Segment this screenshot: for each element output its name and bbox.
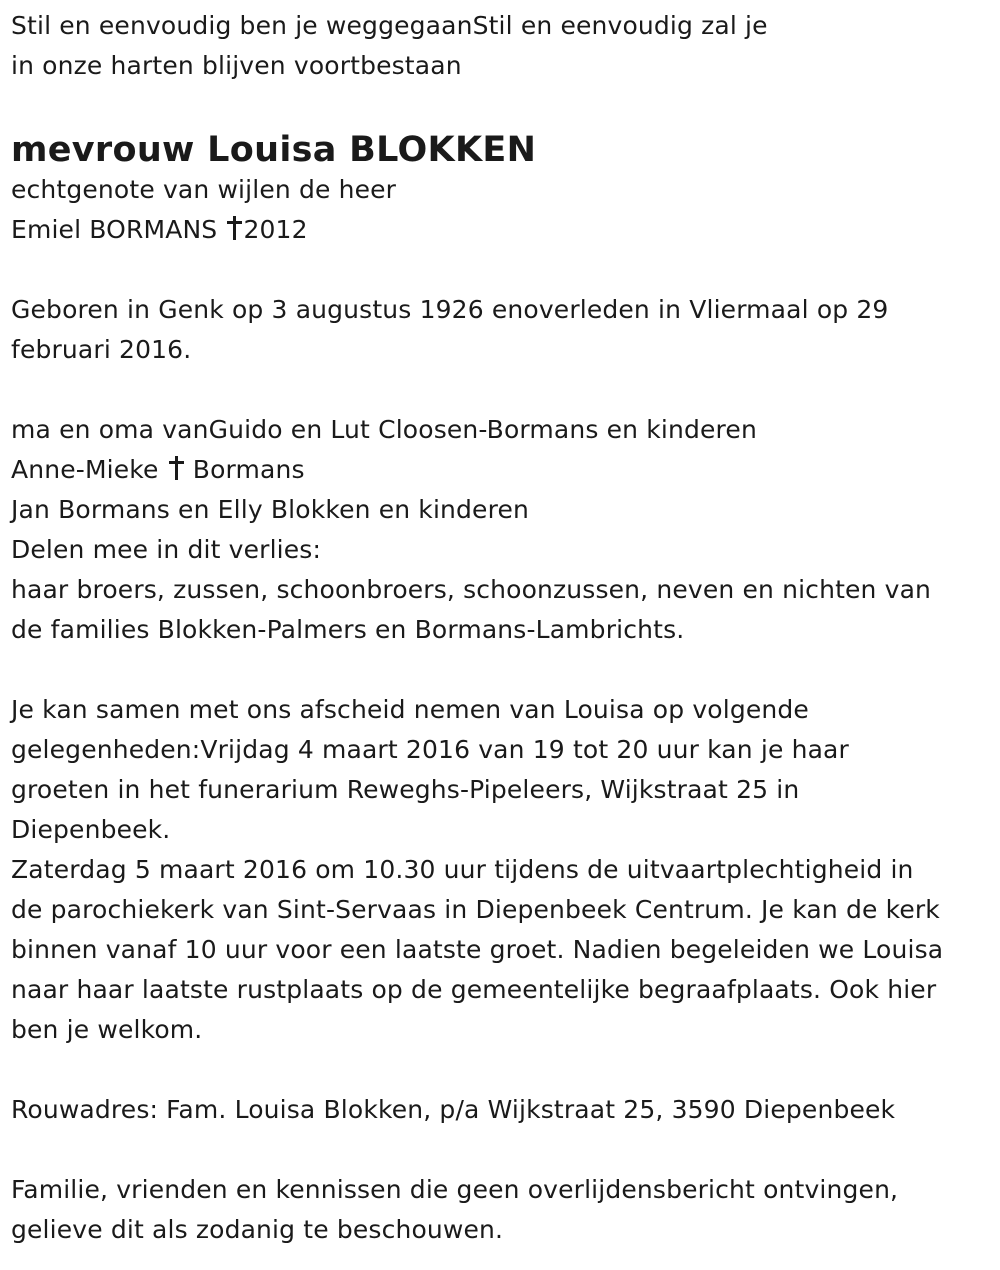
family-anne-last: Bormans (192, 455, 305, 484)
spacer (11, 1130, 991, 1170)
farewell-line-5: Zaterdag 5 maart 2016 om 10.30 uur tijdens de uitvaartplechtigheid in (11, 855, 914, 884)
spacer (11, 650, 991, 690)
family-line-6: de families Blokken-Palmers en Bormans-Lambrichts. (11, 615, 685, 644)
spouse-section (11, 170, 991, 250)
address-line: Rouwadres: Fam. Louisa Blokken, p/a Wijkstraat 25, 3590 Diepenbeek (11, 1095, 896, 1124)
closing-line-1: Familie, vrienden en kennissen die geen overlijdensbericht ontvingen, (11, 1175, 899, 1204)
spouse-death-year: 2012 (243, 215, 308, 244)
farewell-line-2: gelegenheden:Vrijdag 4 maart 2016 van 19 tot 20 uur kan je haar (11, 735, 849, 764)
verse-line-2: in onze harten blijven voortbestaan (11, 51, 462, 80)
farewell-line-6: de parochiekerk van Sint-Servaas in Diepenbeek Centrum. Je kan de kerk (11, 895, 940, 924)
farewell-line-9: ben je welkom. (11, 1015, 203, 1044)
family-line-5: haar broers, zussen, schoonbroers, schoonzussen, neven en nichten van (11, 575, 932, 604)
deceased-name: mevrouw Louisa BLOKKEN (11, 130, 537, 170)
family-section (11, 410, 991, 650)
closing-line-2: gelieve dit als zodanig te beschouwen. (11, 1215, 504, 1244)
farewell-line-7: binnen vanaf 10 uur voor een laatste groet. Nadien begeleiden we Louisa (11, 935, 944, 964)
farewell-line-8: naar haar laatste rustplaats op de gemeentelijke begraafplaats. Ook hier (11, 975, 937, 1004)
spouse-line-1: echtgenote van wijlen de heer (11, 175, 397, 204)
spouse-line-2 (11, 210, 991, 250)
cross-icon (227, 216, 241, 240)
obituary-notice (11, 6, 991, 1250)
farewell-line-3: groeten in het funerarium Reweghs-Pipeleers, Wijkstraat 25 in (11, 775, 800, 804)
family-line-3: Jan Bormans en Elly Blokken en kinderen (11, 495, 529, 524)
family-line-1: ma en oma vanGuido en Lut Cloosen-Bormans en kinderen (11, 415, 757, 444)
family-line-4: Delen mee in dit verlies: (11, 535, 322, 564)
birth-death-section (11, 290, 991, 370)
spouse-name: Emiel BORMANS (11, 215, 218, 244)
birth-death-line-2: februari 2016. (11, 335, 192, 364)
farewell-line-4: Diepenbeek. (11, 815, 171, 844)
farewell-line-1: Je kan samen met ons afscheid nemen van Louisa op volgende (11, 695, 809, 724)
farewell-section (11, 690, 991, 1050)
spacer (11, 250, 991, 290)
family-anne-first: Anne-Mieke (11, 455, 159, 484)
family-line-2 (11, 450, 991, 490)
verse-section (11, 6, 991, 86)
birth-death-line-1: Geboren in Genk op 3 augustus 1926 enoverleden in Vliermaal op 29 (11, 295, 889, 324)
address-section (11, 1090, 991, 1130)
spacer (11, 370, 991, 410)
spacer (11, 1050, 991, 1090)
verse-line-1: Stil en eenvoudig ben je weggegaanStil en eenvoudig zal je (11, 11, 768, 40)
closing-section (11, 1170, 991, 1250)
cross-icon (169, 456, 183, 480)
